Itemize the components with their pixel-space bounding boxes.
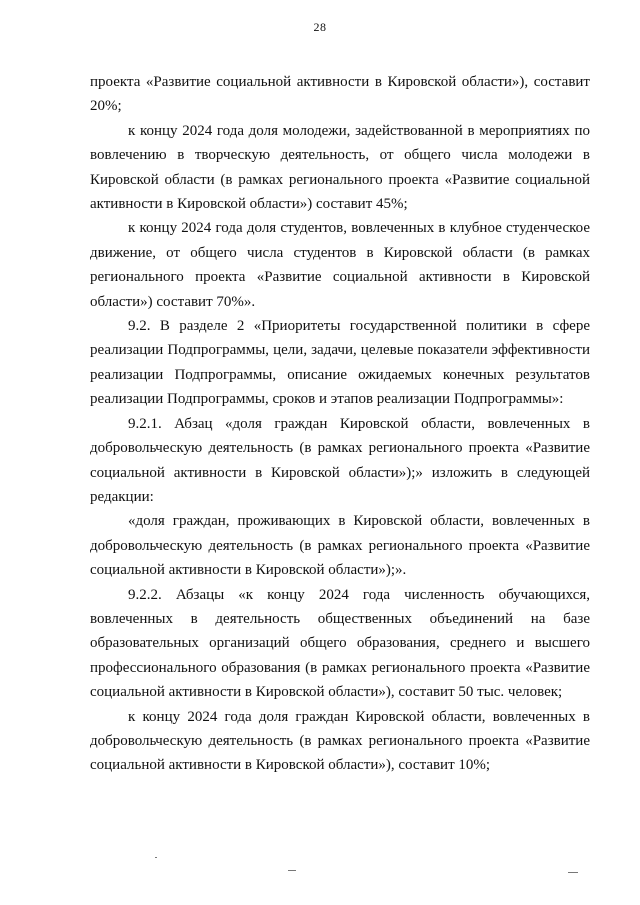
page-number: 28 [313, 20, 327, 34]
document-body [90, 70, 590, 778]
paragraph-volunteer-share: к концу 2024 года доля граждан Кировской области, вовлеченных в добровольческую деятельность (в рамках регионального проекта «Развитие социальной активности в Кировской области»), составит 10%; [90, 708, 590, 774]
paragraph-new-wording: «доля граждан, проживающих в Кировской области, вовлеченных в добровольческую деятельность (в рамках регионального проекта «Развитие социальной активности в Кировской области»);». [90, 513, 590, 579]
paragraph-section-9-2: 9.2. В разделе 2 «Приоритеты государственной политики в сфере реализации Подпрограммы, цели, задачи, целевые показатели эффективности реализации Подпрограммы, описание ожидаемых конечных результатов реализации Подпрограммы, сроков и этапов реализации Подпрограммы»: [90, 318, 590, 408]
paragraph-section-9-2-1: 9.2.1. Абзац «доля граждан Кировской области, вовлеченных в добровольческую деятельность (в рамках регионального проекта «Развитие социальной активности в Кировской области»);» изложить в следующей редакции: [90, 415, 590, 505]
paragraph-section-9-2-2: 9.2.2. Абзацы «к концу 2024 года численность обучающихся, вовлеченных в деятельность общественных объединений на базе образовательных организаций общего образования, среднего и высшего профессионального образования (в рамках регионального проекта «Развитие социальной активности в Кировской области»), составит 50 тыс. человек; [90, 586, 590, 701]
paragraph-youth-creative: к концу 2024 года доля молодежи, задействованной в мероприятиях по вовлечению в творческую деятельность, от общего числа молодежи в Кировской области (в рамках регионального проекта «Развитие социальной активности в Кировской области») составит 45%; [90, 122, 590, 213]
paragraph-continuation: проекта «Развитие социальной активности в Кировской области»), составит 20%; [90, 74, 590, 115]
paragraph-students-club: к концу 2024 года доля студентов, вовлеченных в клубное студенческое движение, от общего числа студентов в Кировской области (в рамках регионального проекта «Развитие социальной активности в Кировской области») составит 70%». [90, 220, 590, 310]
scan-speck [155, 857, 157, 858]
scan-speck [568, 872, 578, 873]
scan-speck [288, 870, 296, 871]
